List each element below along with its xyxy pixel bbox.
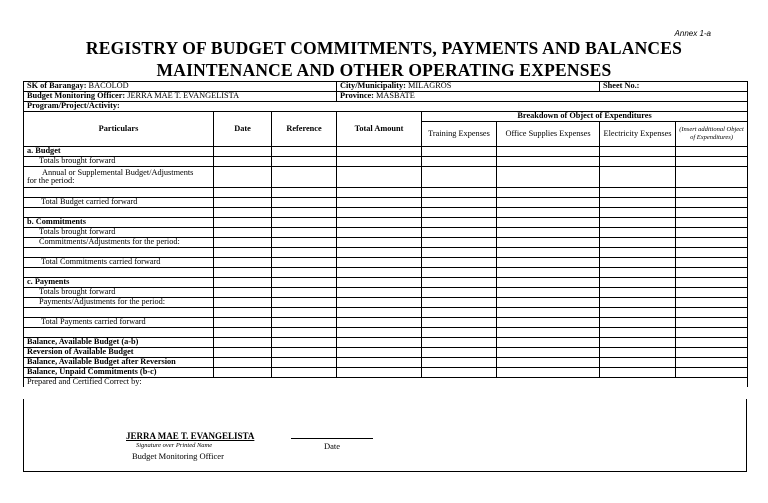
form-title: REGISTRY OF BUDGET COMMITMENTS, PAYMENTS AND BALANCES (85, 38, 683, 58)
header-particulars: Particulars (24, 112, 214, 147)
header-total-amount: Total Amount (337, 112, 422, 147)
row-budget: a. Budget (24, 147, 214, 157)
table-row (24, 208, 748, 218)
row-budget-brought: Totals brought forward (24, 157, 214, 167)
header-breakdown: Breakdown of Object of Expenditures (422, 112, 748, 122)
table-row (24, 318, 748, 328)
prepared-label: Prepared and Certified Correct by: (24, 378, 748, 388)
row-commitments: b. Commitments (24, 218, 214, 228)
officer-value: JERRA MAE T. EVANGELISTA (127, 91, 240, 101)
row-pay-carried: Total Payments carried forward (24, 318, 214, 328)
sk-value: BACOLOD (88, 81, 129, 91)
table-row (24, 147, 748, 157)
table-row (24, 218, 748, 228)
table-row (24, 248, 748, 258)
table-row (24, 358, 748, 368)
table-row (24, 368, 748, 378)
sheet-label: Sheet No.: (603, 81, 640, 91)
table-row (24, 348, 748, 358)
table-row (24, 238, 748, 248)
row-budget-annual-2: for the period: (27, 176, 75, 185)
row-budget-carried: Total Budget carried forward (24, 198, 214, 208)
header-office-supplies: Office Supplies Expenses (497, 122, 600, 147)
info-row-1 (24, 82, 748, 92)
table-row (24, 198, 748, 208)
province-value: MASBATE (376, 91, 415, 101)
table-row (24, 308, 748, 318)
row-comm-carried: Total Commitments carried forward (24, 258, 214, 268)
row-balance-after: Balance, Available Budget after Reversion (24, 358, 214, 368)
row-budget-annual: Annual or Supplemental Budget/Adjustments (42, 167, 194, 177)
date-line (291, 438, 373, 439)
table-row (24, 228, 748, 238)
signatory-role: Budget Monitoring Officer (132, 451, 224, 461)
table-row (24, 157, 748, 167)
row-pay-brought: Totals brought forward (24, 288, 214, 298)
header-electricity: Electricity Expenses (600, 122, 676, 147)
row-comm-brought: Totals brought forward (24, 228, 214, 238)
date-label: Date (324, 441, 341, 451)
registry-table (23, 81, 748, 387)
form-subtitle: MAINTENANCE AND OTHER OPERATING EXPENSES (156, 60, 612, 80)
city-value: MILAGROS (408, 81, 452, 91)
signature-note: Signature over Printed Name (136, 442, 213, 449)
header-row-1 (24, 112, 748, 122)
province-label: Province: (340, 91, 374, 101)
city-label: City/Municipality: (340, 81, 406, 91)
row-balance-unpaid: Balance, Unpaid Commitments (b-c) (24, 368, 214, 378)
prepared-row (24, 378, 748, 388)
table-row (24, 288, 748, 298)
table-row (24, 188, 748, 198)
header-additional: (Insert additional Object of Expenditures) (676, 122, 748, 147)
header-training: Training Expenses (422, 122, 497, 147)
table-row (24, 338, 748, 348)
row-comm-adj: Commitments/Adjustments for the period: (24, 238, 214, 248)
row-balance-available: Balance, Available Budget (a-b) (24, 338, 214, 348)
table-row (24, 278, 748, 288)
table-row (24, 268, 748, 278)
row-reversion: Reversion of Available Budget (24, 348, 214, 358)
table-row (24, 328, 748, 338)
sk-label: SK of Barangay: (27, 81, 87, 91)
info-row-3 (24, 102, 748, 112)
officer-label: Budget Monitoring Officer: (27, 91, 126, 101)
signatory-name: JERRA MAE T. EVANGELISTA (126, 431, 255, 441)
table-row (24, 167, 748, 188)
table-row (24, 298, 748, 308)
row-payments: c. Payments (24, 278, 214, 288)
program-label: Program/Project/Activity: (27, 101, 120, 111)
row-pay-adj: Payments/Adjustments for the period: (24, 298, 214, 308)
header-date: Date (214, 112, 272, 147)
table-row (24, 258, 748, 268)
header-reference: Reference (272, 112, 337, 147)
annex-label: Annex 1-a (674, 29, 711, 38)
info-row-2 (24, 92, 748, 102)
